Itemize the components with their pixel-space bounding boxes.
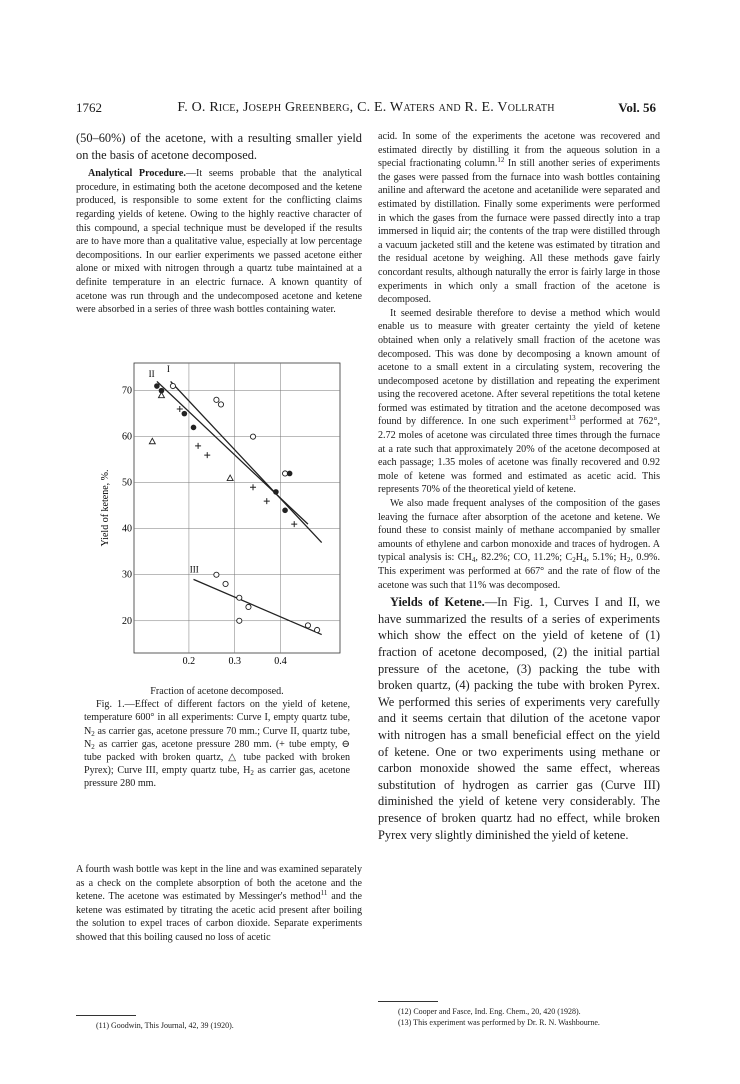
chem-sub: 4 [582,556,587,565]
paragraph-part: , 5.1%; H [586,552,627,564]
caption-sub: 2 [250,769,254,778]
running-header [76,100,656,120]
paragraph-part: , 82.2%; CO, 11.2%; C [475,552,573,564]
paragraph-part: It seemed desirable therefore to devise a method which would enable us to measure with greater certainty the yield of ketene obtained when only a relatively small fraction of the acetone was decomposed. This was done by decomposing a known amount of acetone to a small extent in a circulating system, recovering the undecomposed acetone by distillation and repeating the experiment using the recovered acetone. After several repetitions the total ketene formed was estimated by titration and the acetone decomposed was found by difference. In one such experiment [378,307,660,428]
data-point-circle [170,383,175,388]
analytical-procedure-paragraph [76,167,362,317]
data-point-triangle [158,392,164,398]
curve-line-II [157,381,308,524]
data-point-plus [177,406,183,412]
section-heading: Yields of Ketene. [390,595,485,610]
curve-label-II: II [148,368,155,379]
footnote-11: (11) Goodwin, This Journal, 42, 39 (1920). [96,1021,234,1030]
data-point-circle [305,623,310,628]
paragraph-part: We also made frequent analyses of the composition of the gases leaving the furnace after absorption of the acetone and ketene. We found these to consist mainly of methane accompanied by smaller amounts of ethylene and carbon monoxide and traces of hydrogen. A typical analysis is: CH [378,498,660,564]
footnote-ref: 11 [320,889,328,898]
footnote-rule [378,1001,438,1002]
data-point-circle [250,434,255,439]
paragraph-2 [378,307,660,497]
y-tick-label: 60 [122,431,132,443]
caption-part: Fig. 1.—Effect of different factors on the yield of ketene, temperature 600° in all experiments: Curve I, empty quartz tube, N [84,699,350,737]
data-point-circle [223,581,228,586]
data-point-filled [287,471,293,477]
data-point-filled [182,411,188,417]
plot-area [100,363,340,667]
caption-part: as carrier gas, acetone pressure 280 mm. (+ tube empty, ⊖ tube packed with broken quartz, △ tube packed with broken Pyrex); Curve III, empty quartz tube, H [84,738,350,777]
data-point-circle [315,627,320,632]
paragraph-part: , 0.9%. This experiment was performed at 667° and the rate of flow of the acetone was such that 11% was decomposed. [378,552,660,591]
left-column-bottom [76,863,362,945]
curve-label-I: I [166,364,170,375]
y-tick-label: 70 [122,385,132,397]
data-point-circle [237,595,242,600]
data-point-triangle [149,438,155,444]
caption-part: as carrier gas, acetone pressure 280 mm. [84,765,350,790]
paragraph-part: —In Fig. 1, Curves I and II, we have summarized the results of a series of experiments which show the effect on the yield of ketene of (1) fraction of acetone decomposed, (2) the initial partial pressure of the acetone, (3) packing the tube with broken quartz, (4) packing the tube with broken Pyrex. We performed this series of experiments very carefully and it seems certain that dilution of the acetone vapor with nitrogen has a small beneficial effect on the yield of ketene. One or two experiments using methane or carbon monoxide showed the same effect, whereas substitution of hydrogen as carrier gas (Curve III) diminished the yield of ketene very considerably. The presence of broken quartz had no effect, while broken Pyrex very slightly diminished the yield of ketene. [378,595,660,842]
right-column [378,130,660,843]
paragraph-part: performed at 762°, 2.72 moles of acetone was circulated three times through the furnace at a rate such that approximately 20% of the acetone decomposed at each passage; 1.35 moles of acetone was finally recovered and 0.92 mole of ketene was formed and estimated as acetic acid. This represents 70% of the theoretical yield of ketene. [378,416,660,496]
authors-line: F. O. Rice, Joseph Greenberg, C. E. Waters and R. E. Vollrath [177,100,555,115]
figure-caption-text [84,698,350,790]
paragraph-3 [378,497,660,592]
data-point-circle [218,402,223,407]
y-axis-label: Yield of ketene, %. [100,469,111,547]
chem-sub: 2 [572,556,576,565]
paragraph-part: H [575,552,583,564]
data-point-plus [264,498,270,504]
x-tick-label: 0.3 [228,656,241,667]
curve-label-III: III [189,564,199,575]
chem-sub: 2 [626,556,631,565]
figure-xlabel: Fraction of acetone decomposed. [150,686,284,697]
data-point-plus [204,452,210,458]
caption-part: as carrier gas, acetone pressure 70 mm.; Curve II, quartz tube, N [84,725,350,750]
data-point-filled [154,383,160,389]
paragraph-1 [378,130,660,307]
x-tick-label: 0.4 [274,656,287,667]
data-point-filled [273,489,279,495]
footnote-ref: 12 [497,156,505,165]
caption-sub: 2 [91,742,95,751]
yields-paragraph [378,594,660,843]
footnote-12: (12) Cooper and Fasce, Ind. Eng. Chem., 20, 420 (1928). [398,1007,581,1016]
data-point-filled [282,508,288,514]
paragraph-part: In still another series of experiments the gases were passed from the furnace into wash bottles containing aniline and afterward the acetone and acetanilide were separated and estimated by distillation. Finally some experiments were performed in which the gases from the furnace were passed directly into a trap immersed in liquid air; the contents of the trap were distilled through a vacuum jacketed still and the ketene was estimated by titration and the residual acetone by weighing. All these methods gave fairly concordant results, although naturally the error is fairly large in those experiments in which only a small fraction of the acetone is decomposed. [378,158,660,306]
curve-line-I [171,381,322,542]
footnote-ref: 13 [568,414,576,423]
data-point-plus [250,484,256,490]
x-tick-label: 0.2 [182,656,196,667]
data-point-filled [191,425,197,431]
data-point-plus [195,443,201,449]
data-point-plus [291,521,297,527]
y-tick-label: 50 [122,477,132,489]
paragraph-part: A fourth wash bottle was kept in the line and was examined separately as a check on the complete absorption of both the acetone and the ketene. The acetone was estimated by Messinger's method [76,864,362,903]
y-tick-label: 20 [122,615,132,627]
footnote-13: (13) This experiment was performed by Dr. R. N. Washbourne. [398,1018,600,1027]
paragraph-part: acid. In some of the experiments the acetone was recovered and estimated directly by distilling it from the aqueous solution in a special fractionating column. [378,131,660,170]
caption-sub: 2 [91,729,95,738]
curve-line-III [194,579,322,634]
chem-sub: 4 [471,556,476,565]
wash-bottle-paragraph [76,863,362,945]
left-column-top [76,130,362,317]
paragraph-part: and the ketene was estimated by titrating the acetic acid present after boiling the solution to expel traces of carbon dioxide. Separate experiments showed that this boiling caused no loss of acetic [76,891,363,943]
data-point-triangle [227,475,233,481]
y-tick-label: 40 [122,523,132,535]
y-tick-label: 30 [122,569,132,581]
data-point-circle [237,618,242,623]
footnote-rule [76,1015,136,1016]
intro-paragraph: (50–60%) of the acetone, with a resulting smaller yield on the basis of acetone decomposed. [76,131,362,162]
page-number: 1762 [76,100,102,115]
plot-frame [134,363,340,653]
data-point-circle [214,397,219,402]
data-point-circle [246,604,251,609]
section-heading: Analytical Procedure. [88,168,186,180]
section-text: —It seems probable that the analytical procedure, in estimating both the acetone decomposed and the ketene produced, is responsible to some extent for the conflicting claims regarding yields of ketene. Owing to the highly reactive character of this compound, a special technique must be developed if the results are to have more than a qualitative value, especially at low percentage decompositions. In our earlier experiments we passed acetone either alone or mixed with nitrogen through a quartz tube maintained at a definite temperature in an electric furnace. A known quantity of acetone was run through and the undecomposed acetone and ketene were absorbed in a series of three wash bottles containing water. [76,168,363,316]
data-point-circle [214,572,219,577]
figure-1-chart [76,359,362,679]
figure-caption [84,685,350,791]
volume-label: Vol. 56 [618,100,656,115]
